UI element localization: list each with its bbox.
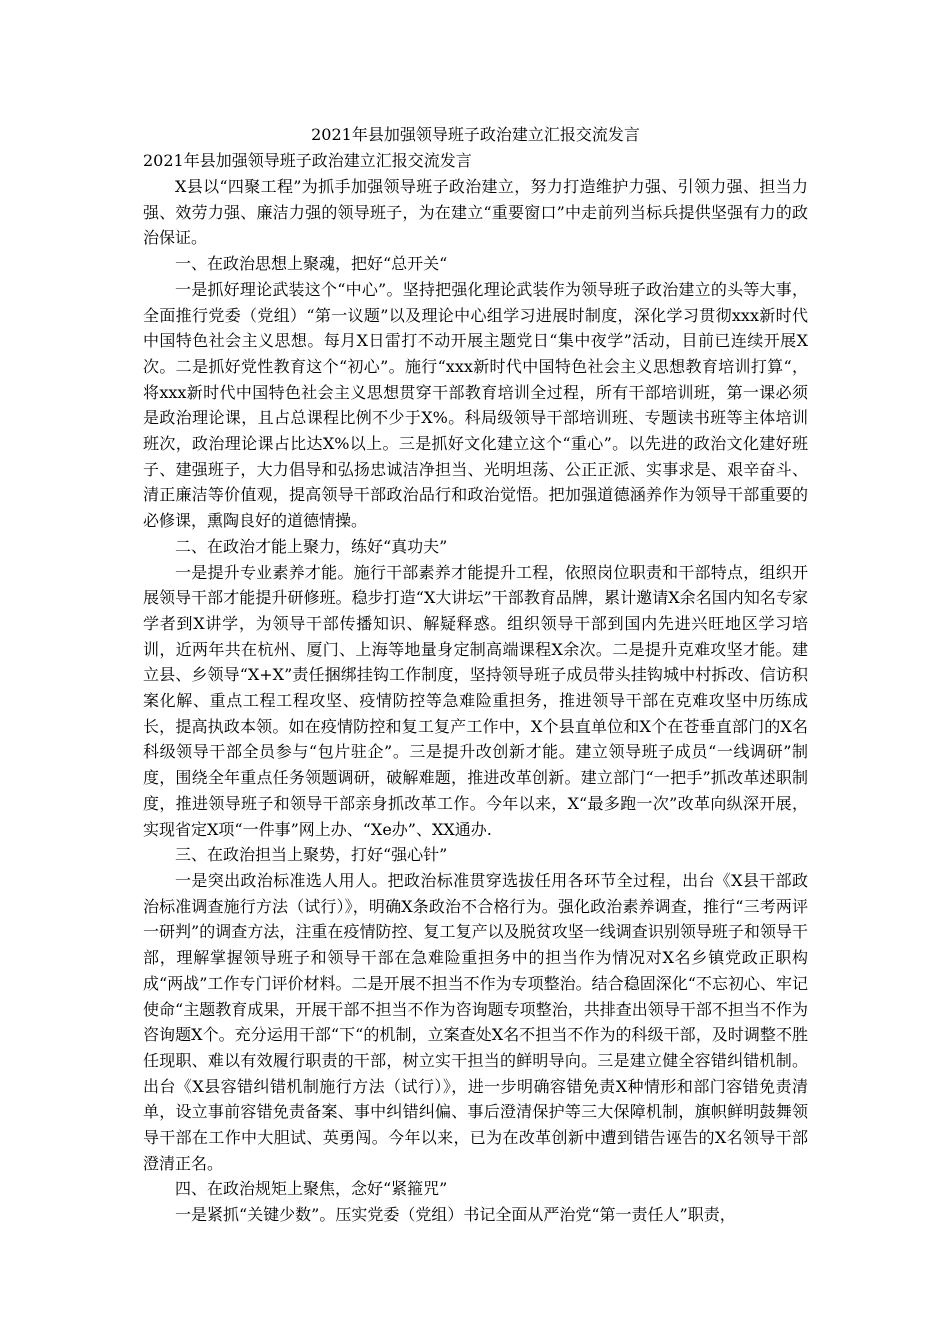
section-heading-2: 二、在政治才能上聚力，练好“真功夫” [175, 536, 448, 556]
document-title: 2021年县加强领导班子政治建立汇报交流发言 [311, 125, 640, 144]
paragraph-section-1: 一是抓好理论武装这个“中心”。坚持把强化理论武装作为领导班子政治建立的头等大事，全面推行党委（党组）“第一议题”以及理论中心组学习进展时制度，深化学习贯彻xxx新时代中国特色社会主义思想。每月X日雷打不动开展主题党日“集中夜学”活动，目前已连续开展X次。二是抓好党性教育这个“初心”。施行“xxx新时代中国特色社会主义思想教育培训打算“，将xxx新时代中国特色社会主义思想贯穿干部教育培训全过程，所有干部培训班，第一课必须是政治理论课，且占总课程比例不少于X%。科局级领导干部培训班、专题读书班等主体培训班次，政治理论课占比达X%以上。三是抓好文化建立这个“重心”。以先进的政治文化建好班子、建强班子，大力倡导和弘扬忠诚洁净担当、光明坦荡、公正正派、实事求是、艰辛奋斗、清正廉洁等价值观，提高领导干部政治品行和政治觉悟。把加强道德涵养作为领导干部重要的必修课，熏陶良好的道德情操。 [143, 279, 808, 531]
section-heading-4: 四、在政治规矩上聚焦，念好“紧箍咒” [175, 1179, 448, 1199]
section-heading-3: 三、在政治担当上聚势，打好“强心针” [175, 845, 448, 865]
paragraph-section-2: 一是提升专业素养才能。施行干部素养才能提升工程，依照岗位职责和干部特点，组织开展领导干部才能提升研修班。稳步打造“X大讲坛”干部教育品牌，累计邀请X余名国内知名专家学者到X讲学，为领导干部传播知识、解疑释惑。组织领导干部到国内先进兴旺地区学习培训，近两年共在杭州、厦门、上海等地量身定制高端课程X余次。二是提升克难攻坚才能。建立县、乡领导“X+X”责任捆绑挂钩工作制度，坚持领导班子成员带头挂钩城中村拆改、信访积案化解、重点工程工程攻坚、疫情防控等急难险重担务，推进领导干部在克难攻坚中历练成长，提高执政本领。如在疫情防控和复工复产工作中，X个县直单位和X个在苍垂直部门的X名科级领导干部全员参与“包片驻企”。三是提升改创新才能。建立领导班子成员“一线调研”制度，围绕全年重点任务领题调研，破解难题，推进改革创新。建立部门“一把手”抓改革述职制度，推进领导班子和领导干部亲身抓改革工作。今年以来，X“最多跑一次”改革向纵深开展，实现省定X项“一件事”网上办、“Xe办”、XX通办. [143, 562, 808, 839]
document-page [143, 122, 808, 1228]
section-heading-1: 一、在政治思想上聚魂，把好“总开关“ [175, 254, 448, 274]
document-subtitle: 2021年县加强领导班子政治建立汇报交流发言 [143, 151, 472, 170]
paragraph-section-3: 一是突出政治标准选人用人。把政治标准贯穿选拔任用各环节全过程，出台《X县干部政治标准调查施行方法（试行）》，明确X条政治不合格行为。强化政治素养调查，推行“三考两评一研判”的调查方法，注重在疫情防控、复工复产以及脱贫攻坚一线调查识别领导班子和领导干部，理解掌握领导班子和领导干部在急难险重担务中的担当作为情况对X名乡镇党政正职构成“两战”工作专门评价材料。二是开展不担当不作为专项整治。结合稳固深化“不忘初心、牢记使命“主题教育成果，开展干部不担当不作为咨询题专项整治，共排查出领导干部不担当不作为咨询题X个。充分运用干部“下“的机制，立案查处X名不担当不作为的科级干部，及时调整不胜任现职、难以有效履行职责的干部，树立实干担当的鲜明导向。三是建立健全容错纠错机制。出台《X县容错纠错机制施行方法（试行）》，进一步明确容错免责X种情形和部门容错免责清单，设立事前容错免责备案、事中纠错纠偏、事后澄清保护等三大保障机制，旗帜鲜明鼓舞领导干部在工作中大胆试、英勇闯。今年以来，已为在改革创新中遭到错告诬告的X名领导干部澄清正名。 [143, 870, 808, 1173]
paragraph-section-4: 一是紧抓“关键少数”。压实党委（党组）书记全面从严治党“第一责任人”职责， [175, 1205, 736, 1225]
paragraph-intro: X县以“四聚工程”为抓手加强领导班子政治建立，努力打造维护力强、引领力强、担当力强、效劳力强、廉洁力强的领导班子，为在建立“重要窗口”中走前列当标兵提供坚强有力的政治保证。 [143, 177, 808, 248]
